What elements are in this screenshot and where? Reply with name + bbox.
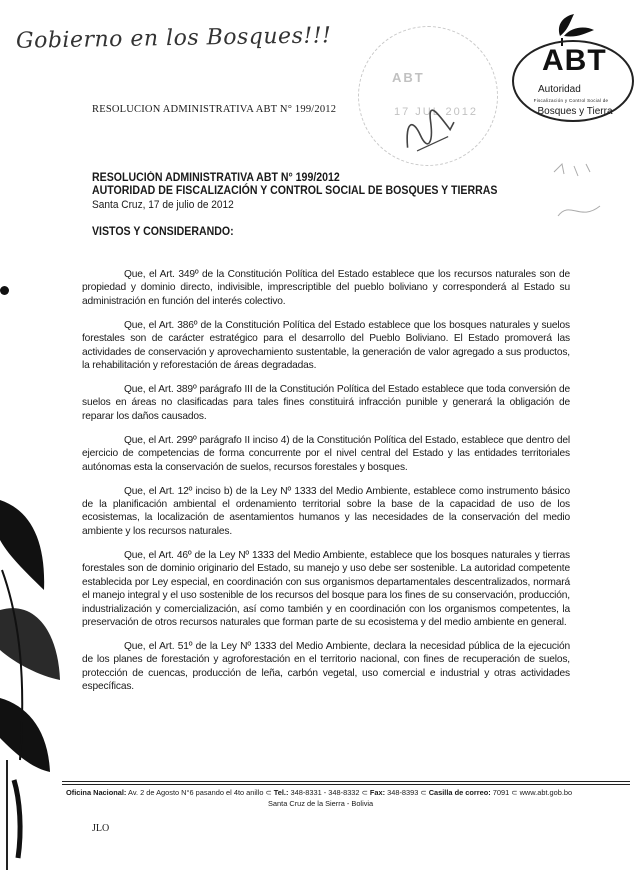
paragraph-6: Que, el Art. 46º de la Ley Nº 1333 del Medio Ambiente, establece que los bosques naturales y tierras forestales son de dominio originario del Estado, su manejo y uso debe ser sostenible. La autoridad competente establecida por Ley especial, en coordinación con sus organismos departamentales descentralizados, normará el manejo integral y el uso sostenible de los recursos del bosque para los fines de su conservación, producción, industrialización y comercialización, así como también y en coordinación con los organismos competentes, la preservación de otros recursos naturales que forman parte de su ecosistema y del medio ambiente en general. [82,549,570,628]
logo-line2: Fiscalización y Control Social de [533,98,609,103]
decorative-leaf [0,480,80,860]
document-header [92,172,497,198]
side-stamp [550,160,610,233]
paragraph-2: Que, el Art. 386º de la Constitución Política del Estado establece que los bosques naturales y suelos forestales son de carácter estratégico para el desarrollo del Pueblo Boliviano. El Estado promoverá las actividades de conservación y aprovechamiento sustentable, la generación de valor agregado a sus productos, la rehabilitación y reforestación de áreas degradadas. [82,319,570,372]
footer-fax-label: Fax: [369,788,386,797]
footer-sep-icon: ⊂ [361,788,368,797]
paragraph-3: Que, el Art. 389º parágrafo III de la Constitución Política del Estado establece que toda conversión de suelos en áreas no clasificadas para tales fines constituirá infracción punible y generará la obligación de reparar los daños causados. [82,384,570,422]
stamp-abbr: ABT [392,70,425,85]
logo-abbr: ABT [542,44,607,77]
side-stamp-mark-icon [550,160,610,230]
authority-name: AUTORIDAD DE FISCALIZACIÓN Y CONTROL SOCIAL DE BOSQUES Y TIERRAS [92,185,498,197]
section-title: VISTOS Y CONSIDERANDO: [92,226,234,238]
resolution-title: RESOLUCIÓN ADMINISTRATIVA ABT N° 199/2012 [92,172,340,184]
leaf-decoration-icon [0,480,80,860]
footer-sep-icon: ⊂ [511,788,518,797]
reference-line: RESOLUCION ADMINISTRATIVA ABT N° 199/2012 [92,104,337,115]
paragraph-7: Que, el Art. 51º de la Ley Nº 1333 del Medio Ambiente, declara la necesidad pública de la ejecución de los planes de forestación y agroforestación en el territorio nacional, con fines de recuperación de suelos, protección de cuencas, producción de leña, carbón vegetal, uso comercial e industrial y otras actividades específicas. [82,640,570,693]
footer-casilla-value: 7091 [492,788,510,797]
logo-line1: Autoridad [538,84,581,95]
handwritten-title: Gobierno en los Bosques!!! [15,23,332,54]
footer-casilla-label: Casilla de correo: [428,788,491,797]
place-date: Santa Cruz, 17 de julio de 2012 [92,199,234,211]
footer-location: Santa Cruz de la Sierra - Bolivia [268,799,374,808]
footer-website-link[interactable]: www.abt.gob.bo [519,788,573,797]
footer-tel-value: 348-8331 - 348-8332 [290,788,360,797]
footer-rule-top [62,781,630,782]
footer-fax-value: 348-8393 [387,788,419,797]
logo-line3: Bosques y Tierra [537,106,613,117]
abt-logo [498,12,636,122]
paragraph-4: Que, el Art. 299º parágrafo II inciso 4) de la Constitución Política del Estado, establece que dentro del ejercicio de competencias de forma concurrente por el nivel central del Estado y las entidades territoriales autónomas esta la conservación de suelos, recursos forestales y bosques. [82,434,570,473]
footer-sep-icon: ⊂ [265,788,272,797]
footer [66,787,634,798]
footer-rule-bottom [62,784,630,785]
footer-sep-icon: ⊂ [420,788,427,797]
paragraph-5: Que, el Art. 12º inciso b) de la Ley Nº 1333 del Medio Ambiente, establece como instrumento básico de la planificación ambiental el ordenamiento territorial sobre la base de la capacidad de uso de los ecosistemas, la localización de asentamientos humanos y las necesidades de la conservación del medio ambiente y los recursos naturales. [82,485,570,537]
initials: JLO [92,823,110,834]
stamp-date: 17 JUL 2012 [394,106,478,118]
edge-bar [6,760,8,870]
footer-tel-label: Tel.: [273,788,289,797]
footer-office-address: Av. 2 de Agosto N°6 pasando el 4to anillo [128,788,264,797]
paragraph-1: Que, el Art. 349º de la Constitución Política del Estado establece que los recursos naturales son de propiedad y dominio directo, indivisible, imprescriptible del pueblo boliviano y corresponderá al Estado su administración en función del interés colectivo. [82,269,570,307]
punch-hole [0,286,9,295]
footer-office-label: Oficina Nacional: [66,788,127,797]
document-body [82,268,570,704]
